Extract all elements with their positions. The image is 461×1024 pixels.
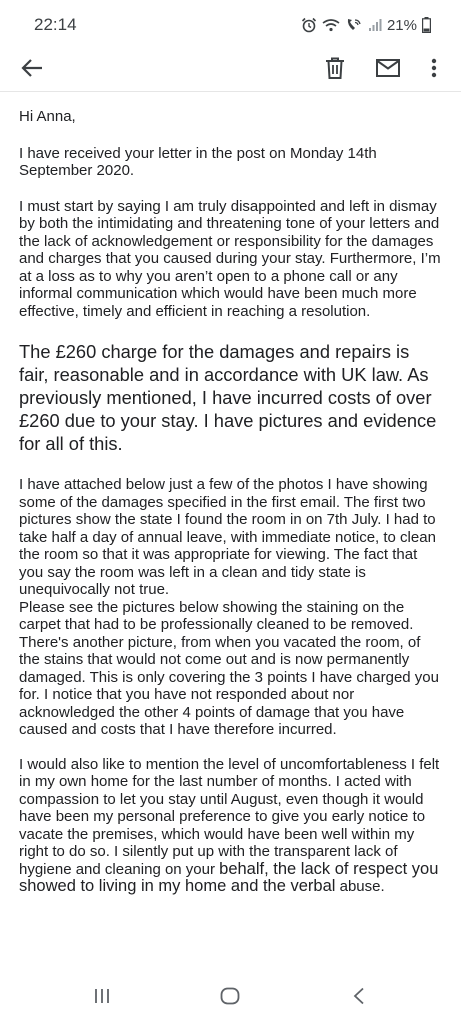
nav-back-icon xyxy=(352,987,366,1005)
home-button[interactable] xyxy=(220,987,240,1010)
back-button[interactable] xyxy=(18,54,46,82)
email-paragraph: I have attached below just a few of the photos I have showing some of the damages specified in the first email. The first two pictures show the state I found the room in on 7th July. I had to take half a day of annual leave, with immediate notice, to clean the room so that it was appropriate for viewing. The fact that you say the room was left in a clean and tidy state is unequivocally not true. xyxy=(19,476,436,598)
more-options-button[interactable] xyxy=(426,54,442,82)
more-vert-icon xyxy=(431,58,437,78)
home-icon xyxy=(220,987,240,1005)
delete-button[interactable] xyxy=(322,54,348,82)
email-paragraph: I must start by saying I am truly disappointed and left in dismay by both the intimidating and threatening tone of your letters and the lack of acknowledgement or responsibility for the damages and charges that you caused during your stay. Furthermore, I’m at a loss as to why you aren’t open to a phone call or any informal communication which would have been much more effective, timely and efficient in reaching a resolution. xyxy=(19,197,441,320)
recent-apps-button[interactable] xyxy=(93,987,111,1010)
system-navigation-bar xyxy=(0,984,461,1024)
email-paragraph-text: behalf, the lack of respect you showed to living in my home and the verbal xyxy=(19,859,439,895)
email-greeting: Hi Anna, xyxy=(19,108,76,125)
battery-icon xyxy=(422,17,431,33)
back-arrow-icon xyxy=(21,58,43,78)
nav-back-button[interactable] xyxy=(352,987,366,1010)
status-bar xyxy=(0,0,461,50)
email-body xyxy=(0,104,461,964)
delete-icon xyxy=(325,57,345,79)
email-paragraph: Please see the pictures below showing the staining on the carpet that had to be professionally cleaned to be removed. There's another picture, from when you vacated the room, of the stains that would not come out and is now permanently damaged. This is only covering the 3 points I have charged you for. I notice that you have not responded about nor acknowledged the other 4 points of damage that you have caused and costs that I have therefore incurred. xyxy=(19,598,439,738)
status-icons xyxy=(301,17,431,34)
email-paragraph xyxy=(19,756,441,896)
battery-percent: 21% xyxy=(386,16,417,34)
wifi-calling-icon xyxy=(345,17,363,33)
alarm-icon xyxy=(301,17,317,33)
signal-icon xyxy=(368,18,382,32)
email-paragraph-text: I would also like to mention the level of uncomfortableness I felt in my own home for the last number of months. I acted with compassion to let you stay until August, even though it would have been my personal preference to give you early notice to vacate the premises, which would have been well within my right to do so. I silently put up with the transparent lack of hygiene and cleaning on your xyxy=(19,755,440,878)
email-toolbar xyxy=(0,50,461,92)
recent-apps-icon xyxy=(93,987,111,1005)
email-paragraph-text: abuse. xyxy=(335,878,385,895)
status-time: 22:14 xyxy=(34,15,77,34)
email-paragraph: I have received your letter in the post on Monday 14th September 2020. xyxy=(19,144,377,179)
wifi-icon xyxy=(322,18,340,32)
email-quoted-text: The £260 charge for the damages and repairs is fair, reasonable and in accordance with UK law. As previously mentioned, I have incurred costs of over £260 due to your stay. I have pictures and evidence for all of this. xyxy=(19,341,437,454)
mark-unread-button[interactable] xyxy=(374,54,402,82)
mark-unread-icon xyxy=(376,59,400,77)
